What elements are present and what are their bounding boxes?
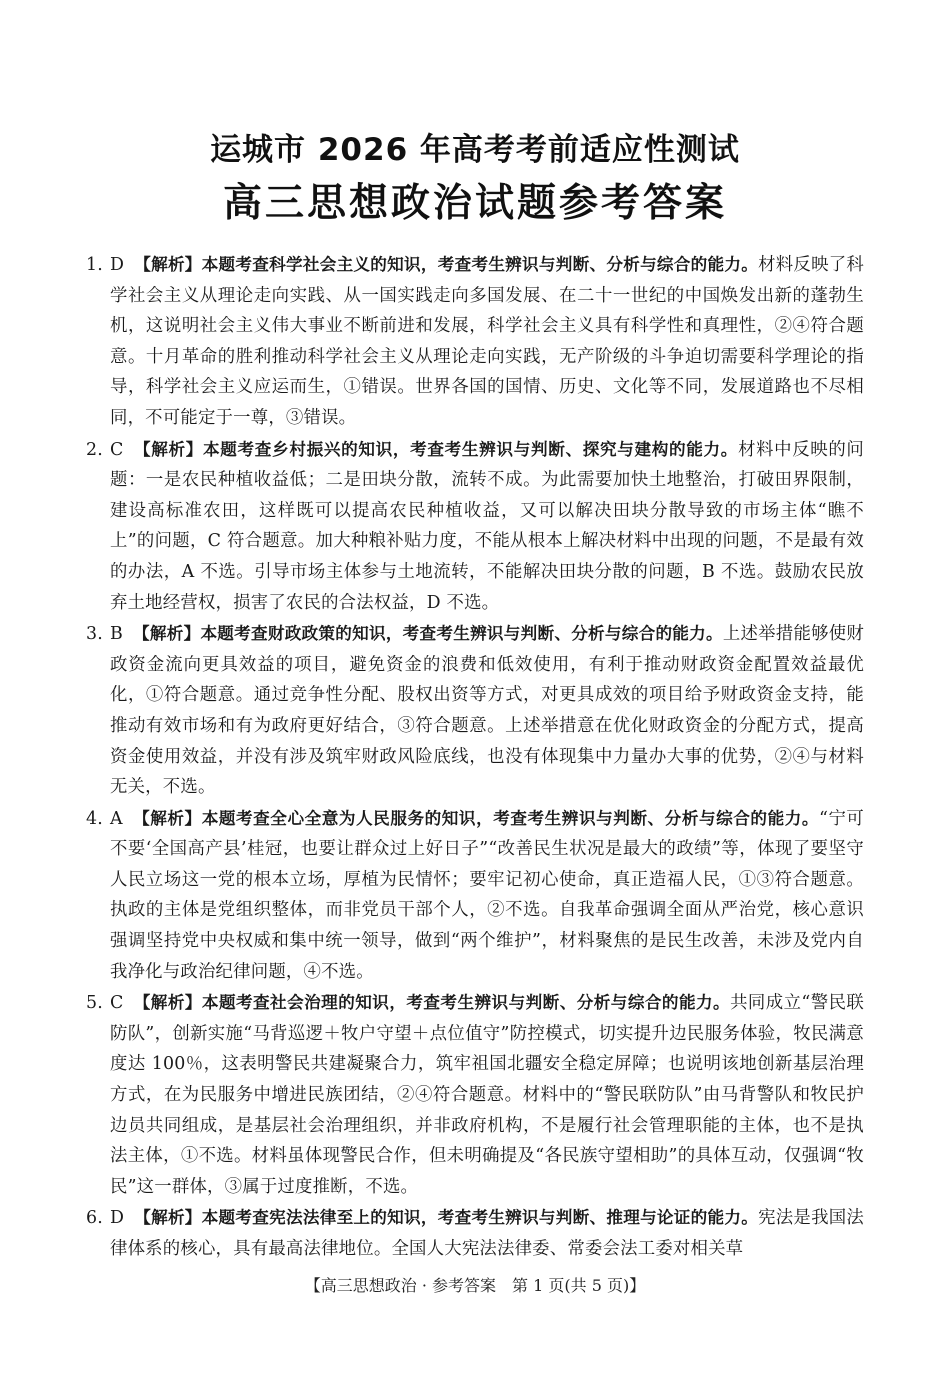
analysis-text: 材料中反映的问题：一是农民种植收益低；二是田块分散，流转不成。为此需要加快土地整治，打破田界限制，建设高标准农田，这样既可以提高农民种植收益，又可以解决田块分散导致的市场主体“瞧不上”的问题，C 符合题意。加大种粮补贴力度，不能从根本上解决材料中出现的问题，不是最有效的办法，A 不选。引导市场主体参与土地流转，不能解决田块分散的问题，B 不选。鼓励农民放弃土地经营权，损害了农民的合法权益，D 不选。 — [110, 439, 864, 613]
analysis-intro: 【解析】本题考查科学社会主义的知识，考查考生辨识与判断、分析与综合的能力。 — [134, 255, 759, 274]
answer-letter: D — [110, 255, 125, 275]
question-number: 2. — [86, 439, 103, 460]
analysis-text: 材料反映了科学社会主义从理论走向实践、从一国实践走向多国发展、在二十一世纪的中国焕发出新的蓬勃生机，这说明社会主义伟大事业不断前进和发展，科学社会主义具有科学性和真理性，②④符合题意。十月革命的胜利推动科学社会主义从理论走向实践，无产阶级的斗争迫切需要科学理论的指导，科学社会主义应运而生，①错误。世界各国的国情、历史、文化等不同，发展道路也不尽相同，不可能定于一尊，③错误。 — [110, 255, 864, 428]
question-number: 5. — [86, 993, 103, 1014]
question-number: 3. — [86, 624, 103, 645]
analysis-text: “宁可不要‘全国高产县’桂冠，也要让群众过上好日子”“改善民生状况是最大的政绩”等，体现了要坚守人民立场这一党的根本立场，厚植为民情怀；要牢记初心使命，真正造福人民，①③符合题意。执政的主体是党组织整体，而非党员干部个人，②不选。自我革命强调全面从严治党，核心意识强调坚持党中央权威和集中统一领导，做到“两个维护”，材料聚焦的是民生改善，未涉及党内自我净化与政治纪律问题，④不选。 — [110, 808, 864, 982]
analysis-intro: 【解析】本题考查财政政策的知识，考查考生辨识与判断、分析与综合的能力。 — [132, 624, 723, 644]
question-4 — [86, 804, 864, 988]
analysis-intro: 【解析】本题考查宪法法律至上的知识，考查考生辨识与判断、推理与论证的能力。 — [134, 1208, 759, 1228]
answer-letter: A — [110, 808, 123, 829]
analysis-intro: 【解析】本题考查社会治理的知识，考查考生辨识与判断、分析与综合的能力。 — [133, 993, 731, 1013]
question-5 — [86, 988, 864, 1202]
page-subtitle: 高三思想政治试题参考答案 — [222, 181, 727, 226]
page-title: 运城市 2026 年高考考前适应性测试 — [210, 132, 740, 168]
analysis-text: 宪法是我国法律体系的核心，具有最高法律地位。全国人大宪法法律委、常委会法工委对相关草 — [110, 1208, 864, 1259]
answer-letter: C — [110, 993, 124, 1014]
analysis-text: 共同成立“警民联防队”，创新实施“马背巡逻＋牧户守望＋点位值守”防控模式，切实提升边民服务体验，牧民满意度达 100％，这表明警民共建凝聚合力，筑牢祖国北疆安全稳定屏障；也说明该地创新基层治理方式，在为民服务中增进民族团结，②④符合题意。材料中的“警民联防队”由马背警队和牧民护边员共同组成，是基层社会治理组织，并非政府机构，不是履行社会管理职能的主体，也不是执法主体，①不选。材料虽体现警民合作，但未明确提及“各民族守望相助”的具体互动，仅强调“牧民”这一群体，③属于过度推断，不选。 — [110, 993, 864, 1197]
question-number: 4. — [86, 808, 103, 829]
answer-letter: B — [110, 624, 123, 645]
question-2 — [86, 435, 864, 619]
question-6 — [86, 1203, 864, 1264]
answer-list — [86, 250, 864, 1266]
analysis-intro: 【解析】本题考查全心全意为人民服务的知识，考查考生辨识与判断、分析与综合的能力。 — [132, 808, 820, 828]
question-1 — [86, 250, 864, 434]
page-footer: 【高三思想政治 · 参考答案 第 1 页(共 5 页)】 — [304, 1276, 646, 1295]
analysis-intro: 【解析】本题考查乡村振兴的知识，考查考生辨识与判断、探究与建构的能力。 — [133, 439, 739, 459]
answer-letter: C — [110, 439, 124, 460]
question-number: 1. — [86, 255, 103, 275]
question-number: 6. — [86, 1208, 103, 1229]
answer-letter: D — [110, 1208, 125, 1229]
analysis-text: 上述举措能够使财政资金流向更具效益的项目，避免资金的浪费和低效使用，有利于推动财政资金配置效益最优化，①符合题意。通过竞争性分配、股权出资等方式，对更具成效的项目给予财政资金支持，能推动有效市场和有为政府更好结合，③符合题意。上述举措意在优化财政资金的分配方式，提高资金使用效益，并没有涉及筑牢财政风险底线，也没有体现集中力量办大事的优势，②④与材料无关，不选。 — [110, 624, 864, 798]
question-3 — [86, 619, 864, 803]
